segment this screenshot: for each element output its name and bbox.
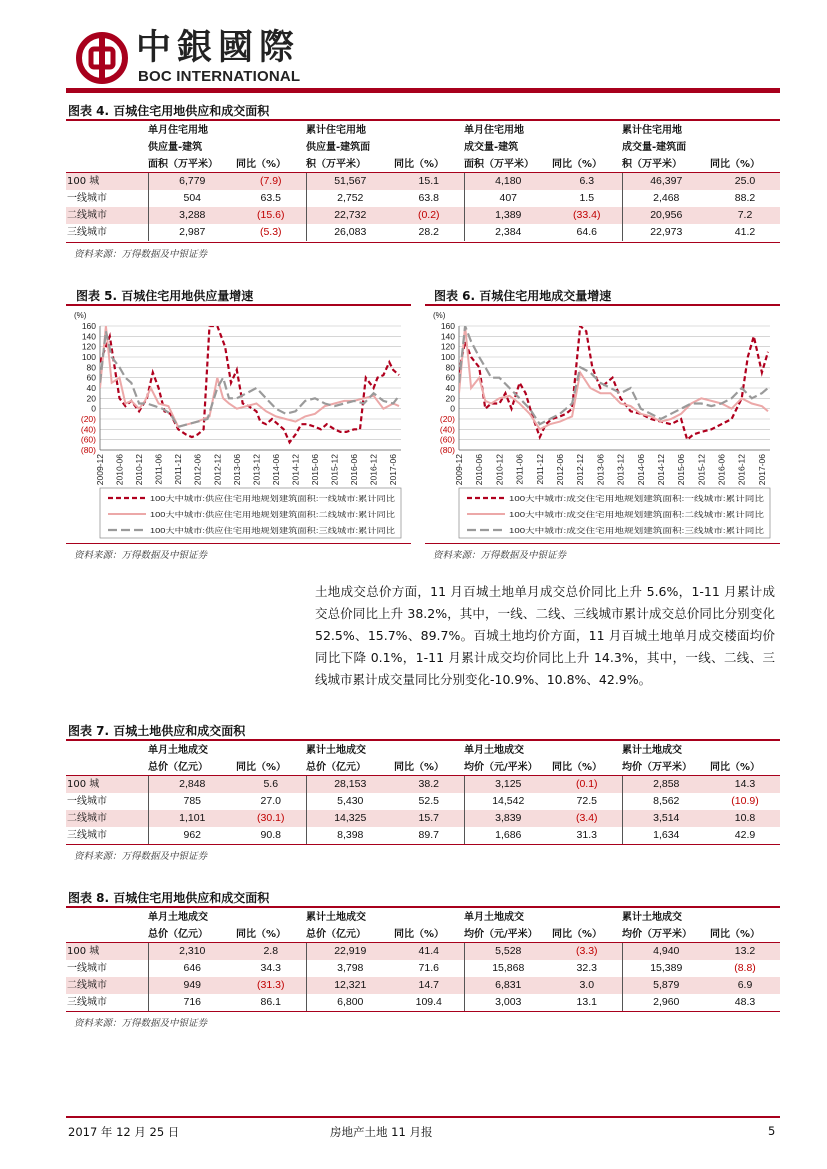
chart5-ytick-label: (60) bbox=[80, 434, 96, 445]
table-cell: 4,940 bbox=[622, 943, 710, 960]
chart5-ytick-label: 20 bbox=[86, 393, 96, 404]
chart5-xtick-label: 2016-12 bbox=[368, 454, 379, 486]
footer-report-name: 房地产土地 11 月报 bbox=[330, 1125, 433, 1139]
table-cell: 2,987 bbox=[148, 224, 236, 241]
table-cell: 13.1 bbox=[576, 996, 597, 1008]
chart5-ytick-label: 60 bbox=[86, 372, 96, 383]
table-cell: 86.1 bbox=[260, 996, 281, 1008]
table-cell: 5,879 bbox=[622, 977, 710, 994]
table-cell: 7.2 bbox=[710, 207, 780, 224]
table-cell: 3,514 bbox=[622, 810, 710, 827]
t4-h-1: 供应量-建筑 bbox=[148, 142, 203, 153]
t7-h-0: 单月土地成交 bbox=[148, 745, 208, 756]
table4-bottom-rule bbox=[66, 242, 780, 243]
chart6-xtick-label: 2015-12 bbox=[696, 454, 707, 486]
chart6-xtick-label: 2010-12 bbox=[494, 454, 505, 486]
t4-h-4: 累计住宅用地 bbox=[306, 125, 366, 136]
t4-h-6: 积（万平米） bbox=[306, 159, 366, 170]
chart6-bottom-rule bbox=[425, 543, 780, 544]
chart5-ytick-label: (80) bbox=[80, 445, 96, 455]
table-cell: 109.4 bbox=[415, 996, 442, 1008]
table-cell: (10.9) bbox=[731, 795, 759, 807]
header-rule bbox=[66, 88, 780, 93]
t4-h-0: 单月住宅用地 bbox=[148, 125, 208, 136]
table-cell: 71.6 bbox=[418, 962, 439, 974]
footer-page-number: 5 bbox=[768, 1124, 776, 1138]
chart5-ytick-label: 0 bbox=[91, 403, 96, 414]
row-label: 二线城市 bbox=[66, 810, 148, 827]
t7-h-9: 累计土地成交 bbox=[622, 745, 682, 756]
t7-h-11: 同比（%） bbox=[710, 762, 761, 773]
chart5-xtick-label: 2012-06 bbox=[192, 454, 203, 486]
table-row bbox=[66, 776, 780, 793]
chart6-ylabel: (%) bbox=[433, 311, 446, 320]
chart5-xtick-label: 2015-12 bbox=[329, 454, 340, 486]
table7-source: 资料来源：万得数据及中银证券 bbox=[74, 851, 208, 862]
chart6-xtick-label: 2013-12 bbox=[615, 454, 626, 486]
table-row bbox=[66, 827, 780, 844]
table-cell: (3.3) bbox=[552, 943, 622, 960]
chart5-xtick-label: 2014-12 bbox=[290, 454, 301, 486]
chart6-ytick-label: 120 bbox=[440, 341, 455, 352]
chart5-series-line-3 bbox=[100, 331, 399, 427]
table-row bbox=[66, 173, 780, 190]
table-cell: (8.8) bbox=[734, 962, 756, 974]
table-cell: (0.1) bbox=[552, 776, 622, 793]
t8-h-0: 单月土地成交 bbox=[148, 912, 208, 923]
table-cell: 2.8 bbox=[236, 943, 306, 960]
table7-title: 图表 7. 百城土地供应和成交面积 bbox=[68, 724, 246, 738]
chart6-ytick-label: (60) bbox=[439, 434, 455, 445]
table-cell: 63.5 bbox=[260, 192, 281, 204]
table-cell: (15.6) bbox=[236, 207, 306, 224]
chart6-xtick-label: 2014-12 bbox=[655, 454, 666, 486]
table-cell: 2,468 bbox=[622, 190, 710, 207]
table-cell: 63.8 bbox=[418, 192, 439, 204]
table-cell: 962 bbox=[148, 827, 236, 844]
table-cell: 12,321 bbox=[306, 977, 394, 994]
table-cell: 716 bbox=[148, 994, 236, 1011]
table-cell: 48.3 bbox=[734, 996, 756, 1008]
table4-header bbox=[66, 122, 780, 174]
chart6-xtick-label: 2013-06 bbox=[595, 454, 606, 486]
chart5-ytick-label: 160 bbox=[81, 321, 96, 331]
t4-h-13: 成交量-建筑面 bbox=[622, 142, 687, 153]
table-cell: 13.2 bbox=[710, 943, 780, 960]
chart5-title: 图表 5. 百城住宅用地供应量增速 bbox=[76, 289, 254, 303]
table7 bbox=[66, 776, 780, 844]
footer-rule bbox=[66, 1116, 780, 1118]
table-cell: 6.3 bbox=[552, 173, 622, 190]
table-cell: 28.2 bbox=[418, 226, 439, 238]
t7-h-10: 均价（万平米） bbox=[622, 762, 692, 773]
table7-header bbox=[66, 742, 780, 776]
t7-h-1: 总价（亿元） bbox=[148, 762, 208, 773]
table-cell: 32.3 bbox=[576, 962, 597, 974]
chart6-svg bbox=[425, 306, 780, 541]
table-cell: 2,848 bbox=[148, 776, 236, 793]
row-label: 100 城 bbox=[66, 943, 148, 960]
row-label: 三线城市 bbox=[67, 227, 107, 238]
chart6-xtick-label: 2016-06 bbox=[716, 454, 727, 486]
table8-header bbox=[66, 909, 780, 943]
row-label: 一线城市 bbox=[67, 193, 107, 204]
table-cell: 10.8 bbox=[710, 810, 780, 827]
table-cell: 6,831 bbox=[464, 977, 552, 994]
boc-logo-icon bbox=[76, 32, 128, 84]
t7-h-3: 累计土地成交 bbox=[306, 745, 366, 756]
chart6-ytick-label: (40) bbox=[439, 424, 455, 435]
chart6-legend-label: 100大中城市:成交住宅用地规划建筑面积:三线城市:累计同比 bbox=[509, 526, 711, 535]
table-cell: 504 bbox=[148, 190, 236, 207]
chart6-xtick-label: 2015-06 bbox=[676, 454, 687, 486]
brand-name-cn: 中銀國際 bbox=[136, 27, 301, 68]
chart5-ytick-label: 140 bbox=[81, 331, 96, 342]
table-cell: 1.5 bbox=[579, 192, 595, 204]
table-cell: 8,398 bbox=[306, 827, 394, 844]
table-cell: 8,562 bbox=[622, 793, 710, 810]
table-row bbox=[66, 190, 780, 207]
chart5-ylabel: (%) bbox=[74, 311, 87, 320]
table-cell: 3,798 bbox=[306, 960, 394, 977]
table-cell: 52.5 bbox=[418, 795, 439, 807]
chart5-xtick-label: 2009-12 bbox=[95, 454, 105, 486]
table-cell: (0.2) bbox=[394, 207, 464, 224]
chart5-xtick-label: 2012-12 bbox=[212, 454, 223, 486]
table-cell: 6.9 bbox=[710, 977, 780, 994]
body-paragraph: 土地成交总价方面，11 月百城土地单月成交总价同比上升 5.6%，1-11 月累计成交总价同比上升 38.2%，其中，一线、二线、三线城市累计成交总价同比分别变化 52.5%、15.7%、89.7%。百城土地均价方面，11 月百城土地单月成交楼面均价同比下降 0.1%，1-11 月累计成交均价同比上升 14.3%，其中，一线、二线、三线城市累计成交量同比分别变化-10.9%、10.8%、42.9%。 bbox=[315, 584, 775, 687]
chart6-ytick-label: 140 bbox=[440, 331, 455, 342]
t8-h-8: 同比（%） bbox=[552, 929, 603, 940]
chart6-xtick-label: 2014-06 bbox=[635, 454, 646, 486]
table-cell: 1,101 bbox=[148, 810, 236, 827]
chart6-xtick-label: 2017-06 bbox=[756, 454, 767, 486]
chart6-ytick-label: 80 bbox=[445, 362, 455, 373]
row-label: 一线城市 bbox=[67, 796, 107, 807]
chart5-legend-label: 100大中城市:供应住宅用地规划建筑面积:三线城市:累计同比 bbox=[150, 526, 352, 535]
chart6-xtick-label: 2009-12 bbox=[454, 454, 464, 486]
table-row bbox=[66, 960, 780, 977]
table-cell: 14,325 bbox=[306, 810, 394, 827]
table-cell: 2,858 bbox=[622, 776, 710, 793]
table8-top-rule bbox=[66, 906, 780, 908]
table-cell: 949 bbox=[148, 977, 236, 994]
chart5-ytick-label: 40 bbox=[86, 383, 96, 393]
table-cell: 3,288 bbox=[148, 207, 236, 224]
t4-h-5: 供应量-建筑面 bbox=[306, 142, 371, 153]
table-row bbox=[66, 943, 780, 960]
t4-h-3: 同比（%） bbox=[236, 159, 287, 170]
t8-h-9: 累计土地成交 bbox=[622, 912, 682, 923]
table7-top-rule bbox=[66, 739, 780, 741]
table-cell: 6,800 bbox=[306, 994, 394, 1011]
table-cell: 14.3 bbox=[710, 776, 780, 793]
row-label: 二线城市 bbox=[66, 977, 148, 994]
t8-h-11: 同比（%） bbox=[710, 929, 761, 940]
chart5-source: 资料来源：万得数据及中银证券 bbox=[74, 550, 208, 561]
table-cell: 34.3 bbox=[260, 962, 281, 974]
table-cell: 22,973 bbox=[622, 224, 710, 241]
table-cell: 88.2 bbox=[734, 192, 756, 204]
table-cell: 22,732 bbox=[306, 207, 394, 224]
table-cell: 51,567 bbox=[306, 173, 394, 190]
chart5-xtick-label: 2017-06 bbox=[388, 454, 399, 486]
table8-source: 资料来源：万得数据及中银证券 bbox=[74, 1018, 208, 1029]
footer-date: 2017 年 12 月 25 日 bbox=[68, 1125, 180, 1139]
table-cell: 3,839 bbox=[464, 810, 552, 827]
chart5-legend-label: 100大中城市:供应住宅用地规划建筑面积:一线城市:累计同比 bbox=[150, 494, 352, 503]
table-cell: 15.1 bbox=[394, 173, 464, 190]
table-cell: 26,083 bbox=[306, 224, 394, 241]
chart5-ytick-label: (40) bbox=[80, 424, 96, 435]
t4-h-12: 累计住宅用地 bbox=[622, 125, 682, 136]
table-cell: 41.4 bbox=[394, 943, 464, 960]
t8-h-6: 单月土地成交 bbox=[464, 912, 524, 923]
table-cell: 2,960 bbox=[622, 994, 710, 1011]
t8-h-4: 总价（亿元） bbox=[306, 929, 366, 940]
table-cell: (33.4) bbox=[552, 207, 622, 224]
t4-h-15: 同比（%） bbox=[710, 159, 761, 170]
table-cell: 5.6 bbox=[236, 776, 306, 793]
table-cell: 407 bbox=[464, 190, 552, 207]
chart6-legend-label: 100大中城市:成交住宅用地规划建筑面积:一线城市:累计同比 bbox=[509, 494, 711, 503]
t8-h-2: 同比（%） bbox=[236, 929, 287, 940]
chart5-ytick-label: 100 bbox=[81, 352, 96, 362]
chart6-ytick-label: 60 bbox=[445, 372, 455, 383]
chart6-ytick-label: 0 bbox=[450, 403, 455, 414]
t8-h-7: 均价（元/平米） bbox=[464, 929, 538, 940]
chart5-xtick-label: 2013-06 bbox=[231, 454, 242, 486]
row-label: 一线城市 bbox=[67, 963, 107, 974]
row-label: 三线城市 bbox=[67, 830, 107, 841]
table-cell: 2,310 bbox=[148, 943, 236, 960]
table-cell: 14,542 bbox=[464, 793, 552, 810]
chart6-ytick-label: (80) bbox=[439, 445, 455, 455]
chart5-svg bbox=[66, 306, 411, 541]
chart5-ytick-label: 120 bbox=[81, 341, 96, 352]
chart6-legend-label: 100大中城市:成交住宅用地规划建筑面积:二线城市:累计同比 bbox=[509, 510, 711, 519]
chart6-xtick-label: 2016-12 bbox=[736, 454, 747, 486]
table-cell: 5,430 bbox=[306, 793, 394, 810]
table-cell: 1,686 bbox=[464, 827, 552, 844]
chart5-ytick-label: (20) bbox=[80, 414, 96, 424]
table-cell: 6,779 bbox=[148, 173, 236, 190]
table-cell: 15,389 bbox=[622, 960, 710, 977]
table-cell: 25.0 bbox=[710, 173, 780, 190]
brand-name-en: BOC INTERNATIONAL bbox=[138, 68, 301, 85]
t4-h-10: 面积（万平米） bbox=[464, 159, 534, 170]
table-row bbox=[66, 224, 780, 241]
t4-h-9: 成交量-建筑 bbox=[464, 142, 519, 153]
chart6-ytick-label: 100 bbox=[440, 352, 455, 362]
t8-h-5: 同比（%） bbox=[394, 929, 445, 940]
table-cell: (31.3) bbox=[236, 977, 306, 994]
chart5-xtick-label: 2010-12 bbox=[134, 454, 145, 486]
chart5-series-line-1 bbox=[100, 326, 399, 442]
chart6-series-line-3 bbox=[459, 326, 768, 424]
table-cell: 31.3 bbox=[576, 829, 597, 841]
t7-h-4: 总价（亿元） bbox=[306, 762, 366, 773]
table-cell: 22,919 bbox=[306, 943, 394, 960]
chart6-xtick-label: 2012-06 bbox=[554, 454, 565, 486]
table-cell: 41.2 bbox=[734, 226, 756, 238]
table-cell: 20,956 bbox=[622, 207, 710, 224]
t7-h-6: 单月土地成交 bbox=[464, 745, 524, 756]
chart5-legend-label: 100大中城市:供应住宅用地规划建筑面积:二线城市:累计同比 bbox=[150, 510, 352, 519]
table-cell: 72.5 bbox=[576, 795, 597, 807]
t8-h-10: 均价（万平米） bbox=[622, 929, 692, 940]
table-cell: (7.9) bbox=[236, 173, 306, 190]
row-label: 二线城市 bbox=[66, 207, 148, 224]
table-cell: 42.9 bbox=[734, 829, 756, 841]
chart6-xtick-label: 2012-12 bbox=[575, 454, 586, 486]
table-cell: 38.2 bbox=[394, 776, 464, 793]
chart5-xtick-label: 2011-06 bbox=[153, 454, 164, 485]
t8-h-1: 总价（亿元） bbox=[148, 929, 208, 940]
table-row bbox=[66, 810, 780, 827]
table-cell: 4,180 bbox=[464, 173, 552, 190]
table-cell: 27.0 bbox=[260, 795, 281, 807]
table-cell: 646 bbox=[148, 960, 236, 977]
t7-h-8: 同比（%） bbox=[552, 762, 603, 773]
chart5-bottom-rule bbox=[66, 543, 411, 544]
t4-h-2: 面积（万平米） bbox=[148, 159, 218, 170]
table4-top-rule bbox=[66, 119, 780, 121]
table-cell: 15,868 bbox=[464, 960, 552, 977]
chart6-ytick-label: (20) bbox=[439, 414, 455, 424]
chart6-xtick-label: 2011-06 bbox=[514, 454, 525, 485]
t4-h-14: 积（万平米） bbox=[622, 159, 682, 170]
table4-title: 图表 4. 百城住宅用地供应和成交面积 bbox=[68, 104, 270, 118]
table8-bottom-rule bbox=[66, 1011, 780, 1012]
t4-h-7: 同比（%） bbox=[394, 159, 445, 170]
chart5-series-line-2 bbox=[100, 326, 399, 427]
table-cell: 46,397 bbox=[622, 173, 710, 190]
table4-source: 资料来源：万得数据及中银证券 bbox=[74, 249, 208, 260]
chart6-xtick-label: 2011-12 bbox=[534, 454, 545, 485]
chart6-title: 图表 6. 百城住宅用地成交量增速 bbox=[434, 289, 612, 303]
table-cell: 28,153 bbox=[306, 776, 394, 793]
table-cell: 1,634 bbox=[622, 827, 710, 844]
t4-h-11: 同比（%） bbox=[552, 159, 603, 170]
table-cell: 15.7 bbox=[394, 810, 464, 827]
table-row bbox=[66, 994, 780, 1011]
table-cell: 785 bbox=[148, 793, 236, 810]
t8-h-3: 累计土地成交 bbox=[306, 912, 366, 923]
table-cell: 1,389 bbox=[464, 207, 552, 224]
table-cell: 3,125 bbox=[464, 776, 552, 793]
table-cell: 3.0 bbox=[552, 977, 622, 994]
t4-h-8: 单月住宅用地 bbox=[464, 125, 524, 136]
table4 bbox=[66, 173, 780, 241]
table-cell: 64.6 bbox=[576, 226, 597, 238]
table-row bbox=[66, 977, 780, 994]
chart5-xtick-label: 2016-06 bbox=[349, 454, 360, 486]
t7-h-2: 同比（%） bbox=[236, 762, 287, 773]
chart5-ytick-label: 80 bbox=[86, 362, 96, 373]
chart5-xtick-label: 2014-06 bbox=[270, 454, 281, 486]
row-label: 三线城市 bbox=[67, 997, 107, 1008]
chart6-xtick-label: 2010-06 bbox=[474, 454, 485, 486]
table-row bbox=[66, 207, 780, 224]
table-cell: 3,003 bbox=[464, 994, 552, 1011]
chart5-xtick-label: 2013-12 bbox=[251, 454, 262, 486]
t7-h-7: 均价（元/平米） bbox=[464, 762, 538, 773]
table-row bbox=[66, 793, 780, 810]
table7-bottom-rule bbox=[66, 844, 780, 845]
table-cell: (5.3) bbox=[259, 226, 282, 238]
table-cell: 5,528 bbox=[464, 943, 552, 960]
table-cell: 90.8 bbox=[260, 829, 281, 841]
table-cell: 2,752 bbox=[306, 190, 394, 207]
table-cell: (3.4) bbox=[552, 810, 622, 827]
row-label: 100 城 bbox=[66, 776, 148, 793]
chart6-ytick-label: 160 bbox=[440, 321, 455, 331]
chart5-xtick-label: 2011-12 bbox=[173, 454, 184, 485]
chart5-xtick-label: 2015-06 bbox=[310, 454, 320, 486]
row-label: 100 城 bbox=[66, 173, 148, 190]
chart6-ytick-label: 20 bbox=[445, 393, 455, 404]
chart6-ytick-label: 40 bbox=[445, 383, 455, 393]
table8-title: 图表 8. 百城住宅用地供应和成交面积 bbox=[68, 891, 270, 905]
table-cell: (30.1) bbox=[236, 810, 306, 827]
chart6-source: 资料来源：万得数据及中银证券 bbox=[433, 550, 567, 561]
table8 bbox=[66, 943, 780, 1011]
chart5-xtick-label: 2010-06 bbox=[114, 454, 125, 486]
table-cell: 14.7 bbox=[394, 977, 464, 994]
table-cell: 89.7 bbox=[418, 829, 439, 841]
table-cell: 2,384 bbox=[464, 224, 552, 241]
t7-h-5: 同比（%） bbox=[394, 762, 445, 773]
